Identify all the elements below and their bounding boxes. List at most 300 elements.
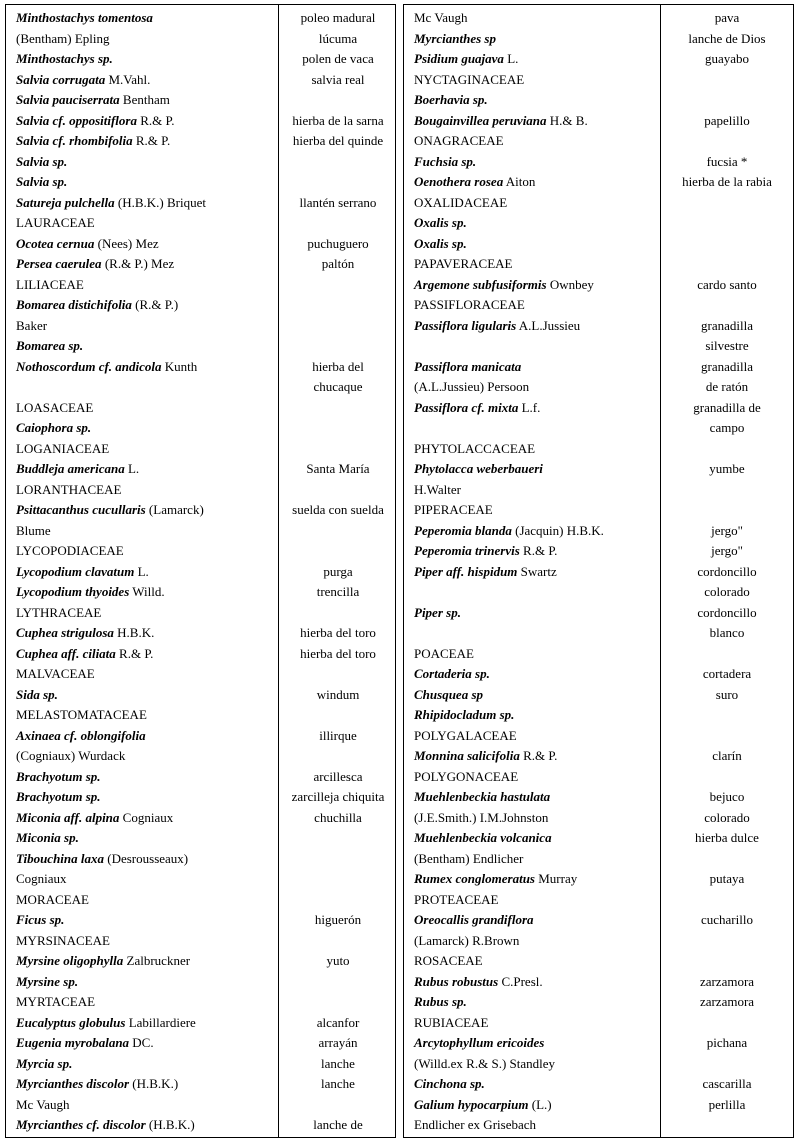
table-row (6, 541, 395, 562)
scientific-name (16, 316, 47, 337)
table-row (404, 521, 793, 542)
table-row (404, 1115, 793, 1136)
common-name: pichana (706, 1035, 748, 1050)
scientific-name (414, 377, 529, 398)
species-name: Salvia sp. (16, 153, 68, 169)
scientific-name (414, 1054, 555, 1075)
species-name: Caiophora sp. (16, 420, 92, 435)
scientific-name (414, 931, 519, 952)
table-row (404, 8, 793, 29)
common-name: suelda con suelda (292, 502, 384, 517)
common-name: lanche (321, 1076, 355, 1091)
table-row (404, 357, 793, 378)
table-row (6, 972, 395, 993)
scientific-name (414, 767, 518, 788)
table-row (6, 931, 395, 952)
table-row (6, 29, 395, 50)
author-or-family: POACEAE (414, 645, 474, 661)
table-row (6, 849, 395, 870)
species-name: Passiflora manicata (414, 358, 522, 374)
scientific-name (414, 1115, 536, 1136)
table-row (6, 951, 395, 972)
author-or-family: (Bentham) Endlicher (414, 850, 524, 866)
table-row (404, 275, 793, 296)
species-name: Monnina salicifolia (414, 748, 520, 763)
table-row (6, 644, 395, 665)
scientific-name (16, 1074, 178, 1095)
table-row (6, 131, 395, 152)
author-or-family: (H.B.K.) (145, 1117, 195, 1132)
species-name: Salvia corrugata (16, 71, 106, 87)
table-row (6, 316, 395, 337)
scientific-name (16, 275, 84, 296)
table-row (404, 49, 793, 70)
table-row (6, 439, 395, 460)
table-row (404, 705, 793, 726)
scientific-name (16, 357, 197, 378)
scientific-name (414, 213, 467, 234)
author-or-family: (Nees) Mez (94, 235, 159, 251)
species-name: Nothoscordum cf. andicola (16, 358, 162, 374)
scientific-name (414, 644, 474, 665)
author-or-family: (Lamarck) R.Brown (414, 932, 520, 948)
species-name: Bomarea distichifolia (16, 297, 132, 312)
common-name: cortadera (702, 666, 752, 681)
right-rows (404, 8, 793, 1136)
common-name: cordoncillo (697, 604, 757, 620)
scientific-name (16, 1054, 72, 1075)
table-row (6, 234, 395, 255)
table-row (6, 152, 395, 173)
table-row (404, 808, 793, 829)
author-or-family: H.Walter (414, 481, 461, 497)
species-name: Minthostachys sp. (16, 51, 113, 66)
species-name: Lycopodium clavatum (16, 563, 135, 579)
table-row (6, 1095, 395, 1116)
species-name: Salvia cf. rhombifolia (16, 133, 133, 148)
author-or-family: DC. (129, 1035, 154, 1050)
scientific-name (16, 8, 153, 29)
table-row (404, 111, 793, 132)
table-row (6, 664, 395, 685)
table-row (6, 828, 395, 849)
species-name: Piper sp. (414, 604, 461, 620)
author-or-family: POLYGONACEAE (414, 768, 519, 784)
scientific-name (16, 398, 93, 419)
author-or-family: A.L.Jussieu (516, 317, 581, 333)
scientific-name (16, 808, 173, 829)
scientific-name (16, 992, 95, 1013)
author-or-family: Mc Vaugh (414, 10, 468, 25)
author-or-family: PHYTOLACCACEAE (414, 440, 536, 456)
author-or-family: POLYGALACEAE (414, 727, 517, 743)
table-row (404, 336, 793, 357)
author-or-family: MALVACEAE (16, 666, 95, 681)
species-name: Miconia aff. alpina (16, 809, 120, 825)
common-name: illirque (319, 727, 357, 743)
table-row (404, 869, 793, 890)
scientific-name (16, 439, 109, 460)
scientific-name (16, 562, 149, 583)
table-row (404, 316, 793, 337)
table-row (6, 521, 395, 542)
author-or-family: LILIACEAE (16, 276, 84, 292)
common-name: zarzamora (699, 973, 755, 989)
author-or-family: MELASTOMATACEAE (16, 707, 147, 722)
common-name: salvia real (311, 71, 365, 87)
author-or-family: Aiton (503, 174, 536, 189)
scientific-name (16, 521, 51, 542)
author-or-family: R.& P. (136, 112, 175, 128)
scientific-name (16, 213, 95, 234)
author-or-family: Labillardiere (125, 1014, 196, 1030)
species-name: Argemone subfusiformis (414, 276, 547, 292)
species-name: Piper aff. hispidum (414, 563, 518, 579)
scientific-name (16, 664, 95, 685)
common-name: de ratón (705, 379, 749, 394)
table-row (6, 90, 395, 111)
common-name: paltón (321, 256, 355, 271)
scientific-name (414, 685, 483, 706)
table-row (6, 193, 395, 214)
common-name: silvestre (705, 338, 749, 353)
table-row (6, 1074, 395, 1095)
table-row (404, 193, 793, 214)
table-row (6, 562, 395, 583)
species-name: Miconia sp. (16, 830, 79, 845)
species-name: Oreocallis grandiflora (414, 912, 534, 927)
scientific-name (16, 418, 91, 439)
table-row (6, 500, 395, 521)
species-name: Muehlenbeckia volcanica (414, 830, 552, 845)
table-row (404, 213, 793, 234)
scientific-name (16, 869, 67, 890)
scientific-name (414, 521, 604, 542)
table-row (404, 644, 793, 665)
species-name: Oxalis sp. (414, 235, 467, 251)
table-row (404, 1074, 793, 1095)
table-row (404, 746, 793, 767)
author-or-family: Endlicher ex Grisebach (414, 1117, 537, 1132)
table-row (404, 439, 793, 460)
author-or-family: RUBIACEAE (414, 1014, 489, 1030)
common-name: yuto (326, 953, 350, 968)
common-name: llantén serrano (299, 194, 377, 210)
author-or-family: LOGANIACEAE (16, 440, 110, 456)
author-or-family: PROTEACEAE (414, 891, 499, 907)
common-name: colorado (704, 809, 750, 825)
common-name: cucharillo (701, 912, 753, 927)
table-row (404, 890, 793, 911)
table-row (6, 70, 395, 91)
author-or-family: Ownbey (546, 276, 594, 292)
author-or-family: NYCTAGINACEAE (414, 71, 525, 87)
common-name: campo (709, 420, 745, 435)
common-name: perlilla (708, 1096, 746, 1112)
common-name: granadilla de (693, 399, 761, 415)
common-name: fucsia * (706, 153, 748, 169)
common-name: trencilla (316, 584, 360, 599)
species-name: Myrsine oligophylla (16, 953, 124, 968)
table-row (6, 336, 395, 357)
common-name: puchuguero (307, 235, 369, 251)
table-row (6, 808, 395, 829)
author-or-family: (Cogniaux) Wurdack (16, 748, 126, 763)
table-row (404, 828, 793, 849)
table-row (6, 746, 395, 767)
common-name: jergo" (711, 543, 743, 558)
species-name: Minthostachys tomentosa (16, 10, 153, 25)
common-name: guayabo (704, 51, 750, 66)
table-row (6, 685, 395, 706)
common-name: arrayán (318, 1035, 358, 1050)
scientific-name (414, 726, 517, 747)
scientific-name (16, 582, 165, 603)
scientific-name (414, 439, 535, 460)
author-or-family: H.& B. (546, 112, 588, 128)
table-row (404, 1013, 793, 1034)
table-row (404, 234, 793, 255)
species-name: Cuphea strigulosa (16, 625, 114, 640)
table-row (6, 275, 395, 296)
species-name: Myrcianthes sp (414, 30, 496, 46)
author-or-family: (L.) (528, 1096, 552, 1112)
scientific-name (414, 193, 507, 214)
scientific-name (414, 29, 496, 50)
table-row (6, 8, 395, 29)
scientific-name (16, 152, 67, 173)
common-name: clarín (712, 748, 742, 763)
author-or-family: R.& P. (132, 133, 171, 148)
scientific-name (414, 1033, 544, 1054)
species-name: Axinaea cf. oblongifolia (16, 727, 146, 743)
scientific-name (16, 685, 58, 706)
scientific-name (414, 131, 504, 152)
author-or-family: (Lamarck) (145, 502, 204, 517)
right-table (403, 4, 794, 1138)
author-or-family: (H.B.K.) Briquet (114, 194, 206, 210)
author-or-family: L. (503, 51, 519, 66)
species-name: Myrcianthes cf. discolor (16, 1117, 146, 1132)
common-name: poleo madural (300, 10, 376, 25)
table-row (404, 603, 793, 624)
scientific-name (16, 500, 204, 521)
author-or-family: (R.& P.) Mez (101, 256, 175, 271)
common-name: higuerón (314, 912, 362, 927)
common-name: zarzamora (699, 994, 755, 1009)
common-name: Santa María (306, 461, 370, 476)
author-or-family: LYCOPODIACEAE (16, 543, 124, 558)
author-or-family: PIPERACEAE (414, 502, 493, 517)
author-or-family: L.f. (518, 399, 541, 415)
common-name: papelillo (704, 112, 750, 128)
author-or-family: R.& P. (519, 543, 558, 558)
species-name: Psidium guajava (414, 51, 504, 66)
scientific-name (414, 746, 557, 767)
author-or-family: C.Presl. (498, 973, 543, 989)
table-row (6, 582, 395, 603)
scientific-name (414, 275, 594, 296)
species-name: Rubus sp. (414, 994, 467, 1009)
table-row (404, 1033, 793, 1054)
common-name: lanche de (313, 1117, 363, 1132)
scientific-name (16, 459, 139, 480)
common-name: hierba de la sarna (292, 112, 384, 128)
scientific-name (16, 828, 79, 849)
scientific-name (414, 808, 548, 829)
common-name: hierba dulce (695, 830, 759, 845)
scientific-name (16, 336, 83, 357)
left-rows (6, 8, 395, 1136)
author-or-family: Kunth (161, 358, 198, 374)
table-row (404, 377, 793, 398)
scientific-name (16, 746, 125, 767)
table-row (404, 398, 793, 419)
table-row (6, 377, 395, 398)
author-or-family: R.& P. (519, 748, 558, 763)
species-name: Myrcia sp. (16, 1055, 73, 1071)
table-row (404, 131, 793, 152)
author-or-family: PASSIFLORACEAE (414, 297, 525, 312)
table-row (404, 295, 793, 316)
table-row (6, 480, 395, 501)
table-row (404, 70, 793, 91)
common-name: lanche (321, 1055, 355, 1071)
table-row (404, 992, 793, 1013)
table-row (404, 90, 793, 111)
common-name: colorado (704, 584, 750, 599)
table-row (404, 767, 793, 788)
scientific-name (414, 992, 467, 1013)
scientific-name (414, 316, 580, 337)
common-name: zarcilleja chiquita (291, 789, 385, 804)
scientific-name (16, 890, 89, 911)
scientific-name (414, 1074, 485, 1095)
species-name: Salvia cf. oppositiflora (16, 112, 137, 128)
scientific-name (16, 111, 175, 132)
scientific-name (414, 828, 552, 849)
table-row (404, 480, 793, 501)
species-name: Myrcianthes discolor (16, 1076, 130, 1091)
species-name: Salvia sp. (16, 174, 68, 189)
scientific-name (16, 254, 174, 275)
table-row (6, 1033, 395, 1054)
scientific-name (414, 541, 557, 562)
scientific-name (414, 480, 461, 501)
scientific-name (16, 1115, 195, 1136)
scientific-name (414, 254, 513, 275)
scientific-name (414, 603, 461, 624)
scientific-name (414, 152, 476, 173)
species-name: Arcytophyllum ericoides (414, 1035, 545, 1050)
left-table (5, 4, 396, 1138)
author-or-family: (Bentham) Epling (16, 30, 110, 46)
species-name: Myrsine sp. (16, 973, 79, 989)
table-row (6, 726, 395, 747)
table-row (404, 418, 793, 439)
scientific-name (16, 193, 206, 214)
species-name: Galium hypocarpium (414, 1096, 529, 1112)
author-or-family: Bentham (119, 92, 170, 107)
table-row (404, 29, 793, 50)
author-or-family: R.& P. (115, 645, 154, 661)
common-name: cordoncillo (697, 563, 757, 579)
author-or-family: MYRSINACEAE (16, 932, 110, 948)
author-or-family: ONAGRACEAE (414, 133, 504, 148)
scientific-name (16, 90, 170, 111)
species-name: Muehlenbeckia hastulata (414, 789, 551, 804)
table-row (6, 459, 395, 480)
table-row (404, 1054, 793, 1075)
common-name: yumbe (709, 461, 745, 476)
common-name: cascarilla (702, 1076, 752, 1091)
table-row (6, 623, 395, 644)
table-row (6, 1013, 395, 1034)
common-name: granadilla (701, 317, 753, 333)
common-name: hierba del toro (300, 625, 376, 640)
scientific-name (16, 131, 170, 152)
author-or-family: LYTHRACEAE (16, 604, 102, 620)
scientific-name (16, 726, 146, 747)
scientific-name (414, 951, 483, 972)
table-row (6, 890, 395, 911)
scientific-name (16, 70, 150, 91)
species-name: Satureja pulchella (16, 194, 115, 210)
common-name: cardo santo (697, 276, 757, 292)
scientific-name (414, 8, 468, 29)
table-row (6, 111, 395, 132)
table-row (6, 254, 395, 275)
species-name: Salvia pauciserrata (16, 92, 120, 107)
scientific-name (16, 1013, 196, 1034)
author-or-family: Blume (16, 522, 51, 538)
table-row (6, 992, 395, 1013)
scientific-name (16, 1033, 154, 1054)
scientific-name (414, 357, 521, 378)
table-row (404, 152, 793, 173)
species-name: Brachyotum sp. (16, 768, 101, 784)
common-name: lanche de Dios (688, 30, 766, 46)
common-name: hierba del toro (300, 645, 376, 661)
author-or-family: L. (134, 563, 149, 579)
table-row (404, 664, 793, 685)
species-name: Psittacanthus cucullaris (16, 502, 146, 517)
table-row (6, 603, 395, 624)
table-row (6, 357, 395, 378)
species-name: Rubus robustus (414, 973, 499, 989)
table-row (6, 1054, 395, 1075)
common-name: arcillesca (313, 768, 363, 784)
common-name: windum (316, 686, 360, 702)
table-row (404, 972, 793, 993)
scientific-name (414, 172, 535, 193)
author-or-family: Mc Vaugh (16, 1096, 70, 1112)
author-or-family: LORANTHACEAE (16, 481, 122, 497)
scientific-name (414, 664, 490, 685)
author-or-family: (Willd.ex R.& S.) Standley (414, 1055, 556, 1071)
scientific-name (414, 787, 550, 808)
scientific-name (414, 90, 488, 111)
scientific-name (16, 234, 159, 255)
author-or-family: M.Vahl. (105, 71, 151, 87)
species-name: Fuchsia sp. (414, 153, 477, 169)
table-row (6, 767, 395, 788)
scientific-name (414, 562, 557, 583)
table-row (6, 213, 395, 234)
scientific-name (414, 70, 524, 91)
scientific-name (414, 972, 543, 993)
scientific-name (414, 234, 467, 255)
